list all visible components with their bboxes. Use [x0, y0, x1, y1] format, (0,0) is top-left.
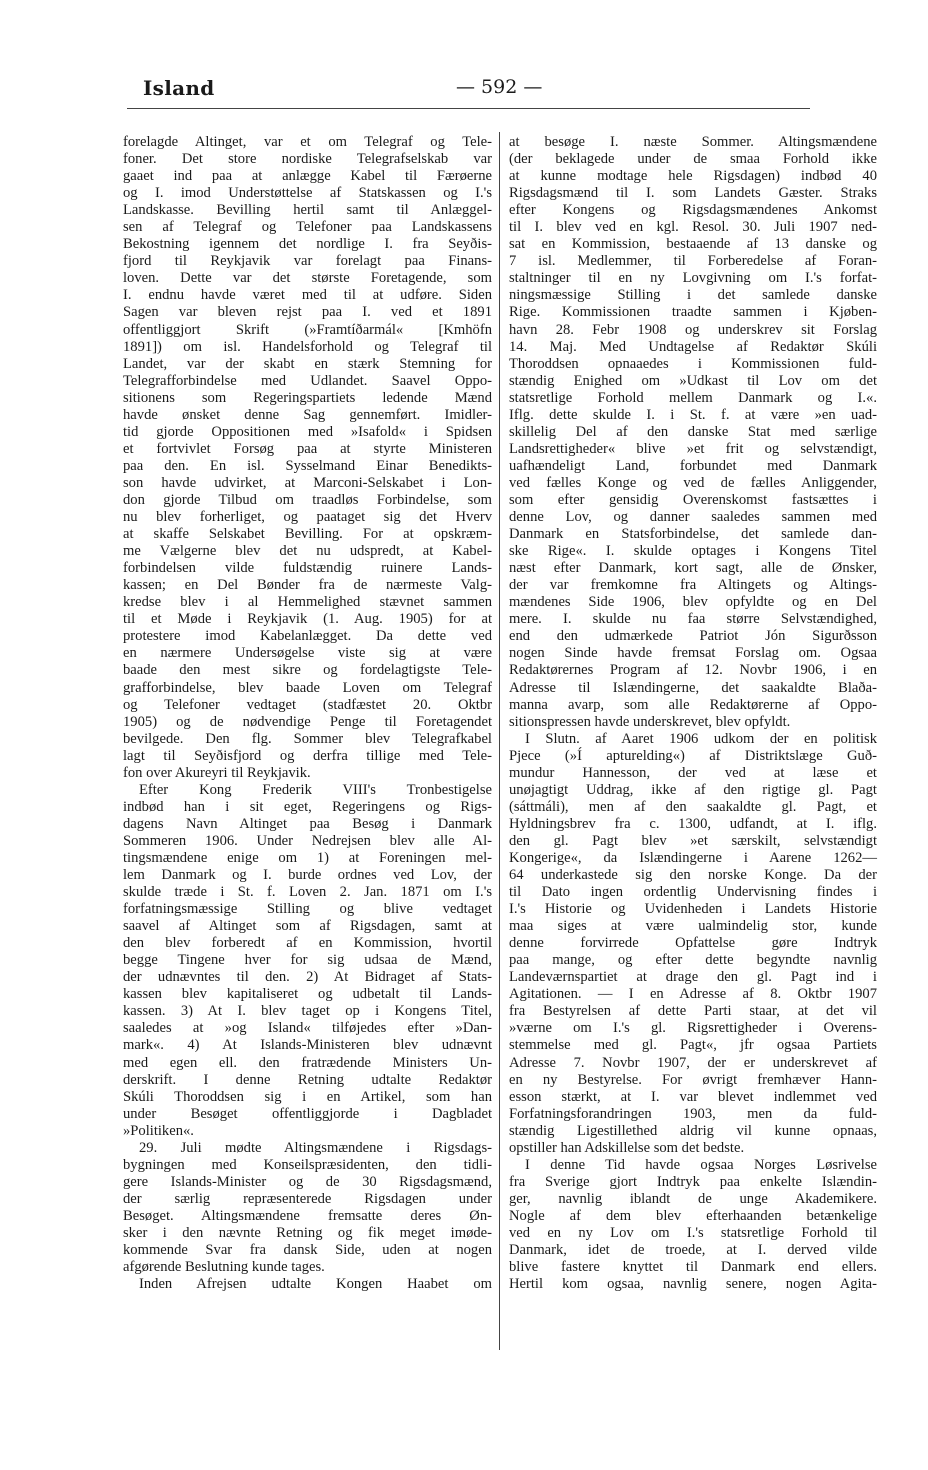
- text-line: sen af Telegraf og Telefoner paa Landskassens: [123, 219, 492, 236]
- text-line: efter Kongens og Rigsdagsmændenes Ankomst: [509, 202, 877, 219]
- text-line: forfatningsmæssige Stilling og blive vedtaget: [123, 901, 492, 918]
- text-line: 64 underkastede sig den norske Konge. Da der: [509, 867, 877, 884]
- text-line: Danmark en Statsforbindelse, det samlede dan-: [509, 526, 877, 543]
- text-line: 14. Maj. Med Undtagelse af Redaktør Skúli: [509, 338, 877, 355]
- text-line: og I. imod Understøttelse af Statskassen og I.'s: [123, 185, 492, 202]
- text-line: tid gjorde Oppositionen med »Isafold« i Spidsen: [123, 423, 492, 440]
- text-line: der udnævntes til den. 2) At Bidraget af Stats-: [123, 969, 492, 986]
- text-line: offentliggjort Skrift (»Framtíðarmál« [Kmhöfn: [123, 321, 492, 338]
- text-line: saavel af Altinget som af Rigsdagen, samt at: [123, 918, 492, 935]
- text-line: sitionens som Regeringspartiets ledende Mænd: [123, 389, 492, 406]
- text-line: I. endnu havde været med til at udføre. Siden: [123, 287, 492, 304]
- text-line: Landskasse. Bevilling hertil samt til Anlæggel-: [123, 202, 492, 219]
- text-line: kredse blev i al Hemmelighed stævnet sammen: [123, 594, 492, 611]
- text-line: forbindelsen vilde fuldstændig ruinere Lands-: [123, 560, 492, 577]
- text-line: Sommeren 1906. Under Nedrejsen blev alle Al-: [123, 832, 492, 849]
- text-line: blive fastere knyttet til Danmark end ellers.: [509, 1259, 877, 1276]
- text-line: esson stærkt, at I. var blevet indlemmet ved: [509, 1088, 877, 1105]
- text-line: ningsmæssige Stilling i det samlede danske: [509, 287, 877, 304]
- text-line: et fortvivlet Forsøg paa at styrte Ministeren: [123, 440, 492, 457]
- text-line: Adresse til Islændingerne, det saakaldte Blaða-: [509, 679, 877, 696]
- text-line: havde ønsket denne Sag gennemført. Imidler-: [123, 406, 492, 423]
- text-line: Inden Afrejsen udtalte Kongen Haabet om: [139, 1276, 492, 1293]
- text-line: son havde udvirket, at Marconi-Selskabet i Lon-: [123, 474, 492, 491]
- text-line: Landeværnspartiet at drage den gl. Pagt ind i: [509, 969, 877, 986]
- text-line: denne forvirrede Opfattelse gøre Indtryk: [509, 935, 877, 952]
- text-line: havn 28. Febr 1908 og underskrev sit Forslag: [509, 321, 877, 338]
- text-line: kassen blev kapitaliseret og udbetalt til Lands-: [123, 986, 492, 1003]
- text-line: fra Bestyrelsen af dette Parti staar, at det vil: [509, 1003, 877, 1020]
- column-divider: [499, 132, 500, 1350]
- text-line: opstiller han Adskillelse som det bedste.: [509, 1139, 745, 1156]
- text-line: sker i den nævnte Retning og fik meget imøde-: [123, 1225, 492, 1241]
- text-line: til Dato ingen ordentlig Undervisning findes i: [509, 884, 877, 901]
- text-line: (sáttmáli), men af den saakaldte gl. Pagt, et: [509, 798, 877, 815]
- text-line: maa siges at være ualmindelig stor, kunde: [509, 918, 877, 935]
- text-line: Redaktørernes Program af 12. Novbr 1906, i en: [509, 662, 877, 679]
- header-rule: [127, 108, 810, 109]
- text-line: indbød han i sit eget, Regeringens og Rigs-: [123, 798, 492, 815]
- text-line: manna avarp, som alle Redaktørerne af Oppo-: [509, 696, 877, 713]
- text-line: paa den. En isl. Sysselmand Einar Benedikts-: [123, 457, 492, 474]
- text-line: kassen; en Del Bønder fra de nærmeste Valg-: [123, 577, 492, 594]
- text-line: kassen. 3) At I. blev taget op i Kongens Titel,: [123, 1003, 492, 1020]
- text-line: en nærmere Undersøgelse viste sig at være: [123, 645, 492, 662]
- text-line: dagens Navn Altinget paa Besøg i Danmark: [123, 815, 492, 832]
- text-line: den gl. Pagt blev »et særskilt, selvstændigt: [509, 832, 877, 849]
- text-line: lem Danmark og I. burde ordnes ved Lov, der: [123, 867, 492, 884]
- text-line: Landet, var der skabt en stærk Stemning for: [123, 355, 492, 372]
- text-line: grafforbindelse, blev baade Loven om Telegraf: [123, 679, 492, 696]
- text-line: end den udmærkede Patriot Jón Sigurðsson: [509, 628, 877, 645]
- text-line: gere Islands-Minister og de 30 Rigsdagsmænd,: [123, 1173, 492, 1190]
- text-line: stemmelse med gl. Pagt«, jfr ogsaa Partiets: [509, 1037, 877, 1054]
- text-line: Sagen var bleven rejst paa I. ved et 1891: [123, 304, 492, 321]
- text-line: »Politiken«.: [123, 1122, 194, 1139]
- text-line: 1905) og de nødvendige Penge til Foretagendet: [123, 713, 492, 730]
- text-line: der særlig repræsenterede Rigsdagen under: [123, 1190, 492, 1207]
- text-line: at kunne modtage hele Rigsdagen) indbød 40: [509, 168, 877, 185]
- text-line: fjord til Reykjavik var forelagt paa Finans-: [123, 253, 492, 270]
- text-line: mundur Hannesson, der ved at læse et: [509, 764, 877, 781]
- text-line: sat en Kommission, bestaaende af 13 danske og: [509, 236, 877, 253]
- text-line: gaaet ind paa at anlægge Kabel til Færøerne: [123, 168, 492, 185]
- text-line: mark«. 4) At Islands-Ministeren blev udnævnt: [123, 1037, 492, 1054]
- text-line: loven. Dette var det største Foretagende, som: [123, 270, 492, 287]
- text-line: bygningen med Konseilspræsidenten, den tidli-: [123, 1156, 492, 1173]
- text-line: I Slutn. af Aaret 1906 udkom der en politisk: [525, 730, 877, 747]
- text-line: uafhændeligt Land, forbundet med Danmark: [509, 457, 877, 474]
- text-line: I.'s Historie og Uvidenheden i Landets Historie: [509, 901, 877, 918]
- text-line: skillelig Del af den danske Stat med særlige: [509, 423, 877, 440]
- text-line: Rigsdagsmænd til I. som Landets Gæster. Straks: [509, 185, 877, 202]
- running-header-title: Island: [143, 76, 215, 100]
- text-line: lagt til Seyðisfjord og derfra tillige med Tele-: [123, 747, 492, 764]
- text-line: begge Tingene hver for sig udsaa de Mænd,: [123, 952, 492, 969]
- left-text-column: [123, 134, 492, 1293]
- page-number: — 592 —: [456, 76, 543, 98]
- text-line: afgørende Beslutning kunde tages.: [123, 1259, 325, 1276]
- text-line: nogen Sinde havde fremsat Forslag om. Ogsaa: [509, 645, 877, 662]
- text-line: Adresse 7. Novbr 1907, der er underskrevet af: [509, 1054, 877, 1071]
- text-line: at besøge I. næste Sommer. Altingsmændene: [509, 134, 877, 150]
- text-line: nu blev forherliget, og paataget sig det Hverv: [123, 509, 492, 526]
- text-line: denne Lov, og danner saaledes sammen med: [509, 509, 877, 526]
- text-line: kommende Svar fra dansk Side, uden at nogen: [123, 1242, 492, 1259]
- text-line: Efter Kong Frederik VIII's Tronbestigelse: [139, 781, 492, 798]
- text-line: statsretlige Forhold mellem Danmark og I.«.: [509, 389, 877, 406]
- text-line: stændig Enighed om »Udkast til Lov om det: [509, 372, 877, 389]
- text-line: Pjece (»Í apturelding«) af Distriktslæge Guð-: [509, 747, 877, 764]
- text-line: Bekostning igennem det nordlige I. fra Seyðis-: [123, 236, 492, 253]
- text-line: Skúli Thoroddsen sig i en Artikel, som han: [123, 1088, 492, 1105]
- text-line: forelagde Altinget, var et om Telegraf og Tele-: [123, 134, 492, 150]
- text-line: protestere imod Kabelanlægget. Da dette ved: [123, 628, 492, 645]
- text-line: der var fremkomne fra Altingets og Altings-: [509, 577, 877, 594]
- text-line: Thoroddsen opnaaedes i Kommissionen fuld-: [509, 355, 877, 372]
- text-line: Agitationen. — I en Adresse af 8. Oktbr 1907: [509, 986, 877, 1003]
- text-line: »værne om I.'s gl. Rigsrettigheder i Overens-: [509, 1020, 877, 1037]
- text-line: foner. Det store nordiske Telegrafselskab var: [123, 151, 492, 168]
- text-line: til et Møde i Reykjavik (1. Aug. 1905) for at: [123, 611, 492, 628]
- text-line: mændenes Side 1906, blev opfyldte og en Del: [509, 594, 877, 611]
- text-line: med egen ell. den fratrædende Ministers Un-: [123, 1054, 492, 1071]
- text-line: Danmark, idet de troede, at I. derved vilde: [509, 1242, 877, 1259]
- text-line: bevilgede. Den flg. Sommer blev Telegrafkabel: [123, 730, 492, 747]
- text-line: ved fælles Konge og ved de fælles Anliggender,: [509, 474, 877, 491]
- text-line: Iflg. dette skulde I. i St. f. at være »en uad-: [509, 406, 877, 423]
- text-line: 7 isl. Medlemmer, til Forberedelse af Foran-: [509, 253, 877, 270]
- text-line: ske Rige«. I. skulde optages i Kongens Titel: [509, 543, 877, 560]
- text-line: (der beklagede under de smaa Forhold ikke: [509, 151, 877, 168]
- text-line: ved en ny Lov om I.'s statsretlige Forhold til: [509, 1225, 877, 1241]
- text-line: den blev forberedt af en Kommission, hvortil: [123, 935, 492, 952]
- text-line: staltninger til en ny Lovgivning om I.'s forfat-: [509, 270, 877, 287]
- text-line: ger, navnlig iblandt de unge Akademikere.: [509, 1190, 877, 1207]
- text-line: baade den mest sikre og fordelagtigste Tele-: [123, 662, 492, 679]
- text-line: 29. Juli mødte Altingsmændene i Rigsdags-: [139, 1139, 492, 1156]
- text-line: sitionspressen havde underskrevet, blev opfyldt.: [509, 713, 791, 730]
- text-line: Rige. Kommissionen traadte sammen i Kjøben-: [509, 304, 877, 321]
- text-line: en ny Bestyrelse. For øvrigt fremhæver Hann-: [509, 1071, 877, 1088]
- text-line: don gjorde Tilbud om traadløs Forbindelse, som: [123, 491, 492, 508]
- text-line: fra Sverige gjort Indtryk paa enkelte Islændin-: [509, 1173, 877, 1190]
- text-line: Forfatningsforandringen 1903, men da fuld-: [509, 1105, 877, 1122]
- text-line: næst efter Danmark, kort sagt, alle de Ønsker,: [509, 560, 877, 577]
- text-line: fon over Akureyri til Reykjavik.: [123, 764, 311, 781]
- text-line: Hertil kom ogsaa, navnlig senere, nogen Agita-: [509, 1276, 877, 1293]
- text-line: og Telefoner vedtaget (stadfæstet 20. Oktbr: [123, 696, 492, 713]
- text-line: 1891]) om isl. Handelsforhold og Telegraf til: [123, 338, 492, 355]
- right-text-column: [509, 134, 877, 1293]
- text-line: me Vælgerne blev det nu udspredt, at Kabel-: [123, 543, 492, 560]
- text-line: Hyldningsbrev fra c. 1300, udfandt, at I. iflg.: [509, 815, 877, 832]
- text-line: Telegrafforbindelse med Udlandet. Saavel Oppo-: [123, 372, 492, 389]
- text-line: derskrift. I denne Retning udtalte Redaktør: [123, 1071, 492, 1088]
- text-line: under Besøget offentliggjorde i Dagbladet: [123, 1105, 492, 1122]
- text-line: til I. blev ved en kgl. Resol. 30. Juli 1907 ned-: [509, 219, 877, 236]
- text-line: tingsmændene enige om 1) at Foreningen mel-: [123, 849, 492, 866]
- text-line: Landsrettigheder« blive »et frit og selvstændigt,: [509, 440, 877, 457]
- text-line: saaledes at »og Island« tilføjedes efter »Dan-: [123, 1020, 492, 1037]
- text-line: paa mange, og efter dette begyndte navnlig: [509, 952, 877, 969]
- text-line: skulde træde i St. f. Loven 2. Jan. 1871 om I.'s: [123, 884, 492, 901]
- text-line: mere. I. skulde nu faa større Selvstændighed,: [509, 611, 877, 628]
- text-line: Kongerige«, da Islændingerne i Aarene 1262—: [509, 849, 877, 866]
- text-line: at skaffe Selskabet Bevilling. For at opskræm-: [123, 526, 492, 543]
- text-line: I denne Tid havde ogsaa Norges Løsrivelse: [525, 1156, 877, 1173]
- text-line: Besøget. Altingsmændene fremsatte deres Øn-: [123, 1207, 492, 1224]
- text-line: Nogle af dem blev efterhaanden betænkelige: [509, 1207, 877, 1224]
- text-line: unøjagtigt Uddrag, ikke af den rigtige gl. Pagt: [509, 781, 877, 798]
- text-line: stændig Ligestillethed aldrig vil kunne opnaas,: [509, 1122, 877, 1139]
- text-line: som efter gensidig Overenskomst fastsættes i: [509, 491, 877, 508]
